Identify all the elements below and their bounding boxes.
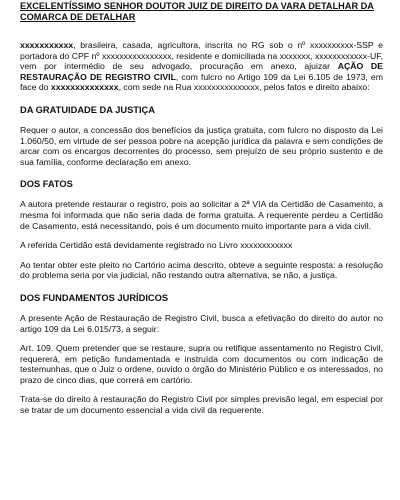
document-title: EXCELENTÍSSIMO SENHOR DOUTOR JUIZ DE DIREITO DA VARA DETALHAR DA COMARCA DE DETALHAR [20,1,374,22]
section-heading-fatos: DOS FATOS [20,179,73,190]
plaintiff-name: xxxxxxxxxxx [20,40,74,50]
action-name: AÇÃO DE RESTAURAÇÃO DE REGISTRO CIVIL [20,61,384,82]
section-paragraph: Requer o autor, a concessão dos benefícios da justiça gratuita, com fulcro no disposto da Lei 1.060/50, em virtude de ser pessoa pobre na acepção jurídica da palavra e sem condições de arcar com os encargos decorrentes do processo, sem prejuízo de seu próprio sustento e de sua família, conforme declaração em anexo. [20,124,383,167]
section-paragraph: A referida Certidão está devidamente registrado no Livro xxxxxxxxxxxx [20,240,293,251]
intro-paragraph [20,40,383,93]
section-paragraph: Art. 109. Quem pretender que se restaure, supra ou retifique assentamento no Registro Civil, requererá, em petição fundamentada e instruída com documentos ou com indicação de testemunhas, que o Juiz o ordene, ouvido o órgão do Ministério Público e os interessados, no prazo de cinco dias, que correrá em cartório. [20,343,383,385]
section-heading-gratuidade: DA GRATUIDADE DA JUSTIÇA [20,104,155,115]
section-paragraph: Ao tentar obter este pleito no Cartório acima descrito, obteve a seguinte resposta: a resolução do problema seria por via judicial, não restando outra alternativa, se não, a justiça. [20,259,383,281]
defendant-name: xxxxxxxxxxxxxx [50,82,119,93]
intro-text-2: , com fulcro no Artigo 109 da Lei 6.105 de 1973, em face do [20,71,383,93]
section-paragraph: Trata-se do direito à restauração do Registro Civil por simples previsão legal, em especial por se tratar de um documento essencial a vida civil da requerente. [20,394,383,416]
intro-text-3: , com sede na Rua xxxxxxxxxxxxxxx, pelos fatos e direito abaixo: [118,82,370,93]
section-heading-fundamentos: DOS FUNDAMENTOS JURÍDICOS [20,292,169,303]
section-paragraph: A presente Ação de Restauração de Registro Civil, busca a efetivação do direito do autor no artigo 109 da Lei 6.015/73, a seguir: [20,312,383,334]
intro-text-1: , brasileira, casada, agricultora, inscrita no RG sob o nº xxxxxxxxxx-SSP e portadora do CPF nº xxxxxxxxxxxxxxxx, residente e domiciliada na xxxxxxx, xxxxxxxxxxxx-UF, vem por intermédio de seu advogado, procuração em anexo, ajuizar [20,40,383,72]
section-paragraph: A autora pretende restaurar o registro, pois ao solicitar a 2ª VIA da Certidão de Casamento, a mesma foi informada que não seria dada de forma gratuita. A requerente perdeu a Certidão de Casamento, está necessitando, pois é um documento muito importante para a vida civil. [20,199,383,231]
